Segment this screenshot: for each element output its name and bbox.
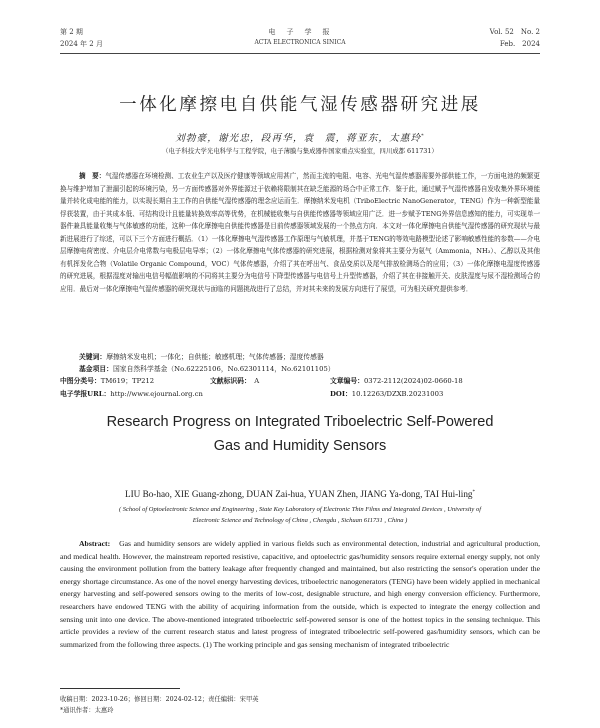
paper-title-en-line2: Gas and Humidity Sensors	[213, 438, 387, 454]
footnote-corresponding: *通讯作者：太惠玲	[60, 707, 114, 714]
volume-number: Vol. 52 No. 2	[489, 28, 540, 36]
authors-en-corresponding-mark: *	[472, 489, 476, 495]
abstract-en-label: Abstract:	[79, 539, 111, 548]
doi-value: 10.12263/DZXB.20231003	[351, 390, 444, 398]
authors-cn-names: 刘勃豪，谢光忠，段再华，袁 震，蒋亚东，太惠玲	[175, 133, 422, 144]
journal-url-value: http://www.ejournal.org.cn	[110, 390, 203, 398]
abstract-cn-label: 摘 要：	[79, 172, 106, 180]
journal-url-label: 电子学报URL：	[60, 390, 111, 398]
abstract-cn	[60, 170, 540, 295]
keywords-cn-label: 关键词：	[79, 353, 107, 361]
affiliation-en	[80, 504, 520, 526]
doi-label: DOI：	[330, 390, 352, 398]
footnote-received: 收稿日期：2023-10-26；修回日期：2024-02-12；责任编辑：宋甲英	[60, 696, 259, 703]
abstract-cn-text: 气湿传感器在环境检测、工农业生产以及医疗健康等领域应用甚广，然而主流的电阻、电容、光电气湿传感器需要外部供能工作，一方面电池的频繁更换与维护增加了泄漏引起的环境污染，另一方面传感器对外界能源过于依赖将限制其在缺乏能源的场合中正常工作．鉴于此，通过赋予气湿传感器自发收集外界环境能量并转化成电能的能力，以实现长期自主工作的自供能气湿传感器的理念应运而生．摩擦纳米发电机（TriboElectric NanoGenerator，TENG）作为一种新型能量俘获装置，由于其成本低、可结构设计且能量转换效率高等优势，在机械能收集与自供能传感器等领域应用广泛．进一步赋予TENG外界信息感知的能力，可实现单一器件兼具能量收集与气体敏感的功能，这种一体化摩擦电自供能传感器是目前传感器领域发展的一个热点方向．本文对一体化摩擦电自供能气湿传感器的研究现状与最新进展进行了综述，可以下三个方面进行概括．（1）一体化摩擦电气湿传感器工作原理与气敏机理，并基于TENG的等效电路模型论述了影响敏感性能的参数——介电层摩擦电荷密度、介电层介电常数与电极层电导率；（2）一体化摩擦电气体传感器的研究进展，根据检测对象将其主要分为氨气（Ammonia，NH₃）、乙醇以及其他有机挥发化合物（Volatile Organic Compound，VOC）气体传感器，介绍了其在呼出气、食品变质以及尾气排放检测场合的应用；（3）一体化摩擦电湿度传感器的研究进展，根据湿度对输出电信号幅值影响的不同将其主要分为电信号下降型传感器与电信号上升型传感器，介绍了其在非接触开关、皮肤湿度与尿不湿检测场合的应用．最后对一体化摩擦电气湿传感器的研究现状与面临的问题挑战进行了总结，并对其未来的发展方向进行了展望，可为相关研究提供参考．	[60, 172, 540, 293]
issue-date-cn: 2024 年 2 月	[60, 40, 103, 48]
abstract-en	[60, 538, 540, 651]
paper-title-cn: 一体化摩擦电自供能气湿传感器研究进展	[119, 95, 481, 115]
authors-en	[60, 489, 540, 499]
clc-label: 中图分类号：	[60, 377, 101, 385]
document-code	[210, 375, 259, 385]
keywords-cn	[60, 351, 540, 364]
doi	[330, 388, 443, 398]
corresponding-mark: *	[421, 132, 425, 139]
keywords-cn-text: 摩擦纳米发电机；一体化；自供能；敏感机理；气体传感器；湿度传感器	[106, 353, 324, 361]
issue-number: 第 2 期	[60, 28, 83, 36]
header-rule	[60, 53, 540, 54]
article-number-label: 文章编号：	[330, 377, 364, 385]
journal-name-cn: 电 子 学 报	[268, 28, 332, 36]
abstract-en-text: Gas and humidity sensors are widely applied in various fields such as environmental detection, industrial and agricultural production, and medical health. However, the mainstream reported resistive, capacitive, and optoelectric gas/humidity sensors require external energy supply, not only causing the environment pollution from the battery leakage after frequently changed and maintained, but also restricting the sensor's operation under the energy shortage circumstance. As one of the novel energy harvesting devices, triboelectric nanogenerators (TENG) have been widely applied in mechanical energy harvesting and self-powered sensors owing to the merits of low-cost, designable structure, and high energy conversion efficiency. Furthermore, researchers have endowed TENG with the ability of acquiring information from the outside, which is expected to integrate the energy collection and sensing unit into one device. The above-mentioned integrated triboelectric self-powered sensor is one of the hottest topics in the sensing technique. This article provides a review of the current research status and latest progress of integrated triboelectric self-powered gas/humidity sensors, which can be summarized from the following three aspects. (1) The working principle and gas sensing mechanism of integrated triboelectric	[60, 539, 540, 649]
article-number-value: 0372-2112(2024)02-0660-18	[363, 377, 463, 385]
affiliation-cn: （电子科技大学光电科学与工程学院，电子薄膜与集成器件国家重点实验室，四川成都 611731）	[162, 147, 438, 155]
issue-date-en: Feb. 2024	[499, 40, 540, 48]
journal-url	[60, 388, 203, 398]
footnote-rule	[60, 688, 180, 689]
document-code-label: 文献标识码：	[210, 377, 248, 385]
fund-text: 国家自然科学基金（No.62225106，No.62301114，No.62101105）	[112, 365, 335, 373]
authors-cn	[60, 130, 540, 144]
document-code-value: A	[254, 377, 260, 385]
authors-en-names: LIU Bo-hao, XIE Guang-zhong, DUAN Zai-hua, YUAN Zhen, JIANG Ya-dong, TAI Hui-ling	[124, 489, 473, 499]
article-number	[330, 375, 463, 385]
paper-title-en	[60, 410, 540, 458]
clc-number	[60, 375, 154, 385]
affiliation-en-line1: ( School of Optoelectronic Science and Engineering , State Key Laboratory of Electronic Thin Films and Integrated Devices , University of	[119, 506, 481, 513]
affiliation-en-line2: Electronic Science and Technology of China , Chengdu , Sichuan 611731 , China )	[192, 517, 408, 524]
fund-row	[60, 363, 540, 376]
journal-name-en: ACTA ELECTRONICA SINICA	[254, 39, 346, 46]
clc-value: TM619；TP212	[100, 377, 155, 385]
fund-label: 基金项目：	[79, 365, 113, 373]
paper-title-en-line1: Research Progress on Integrated Triboelectric Self-Powered	[106, 414, 494, 430]
